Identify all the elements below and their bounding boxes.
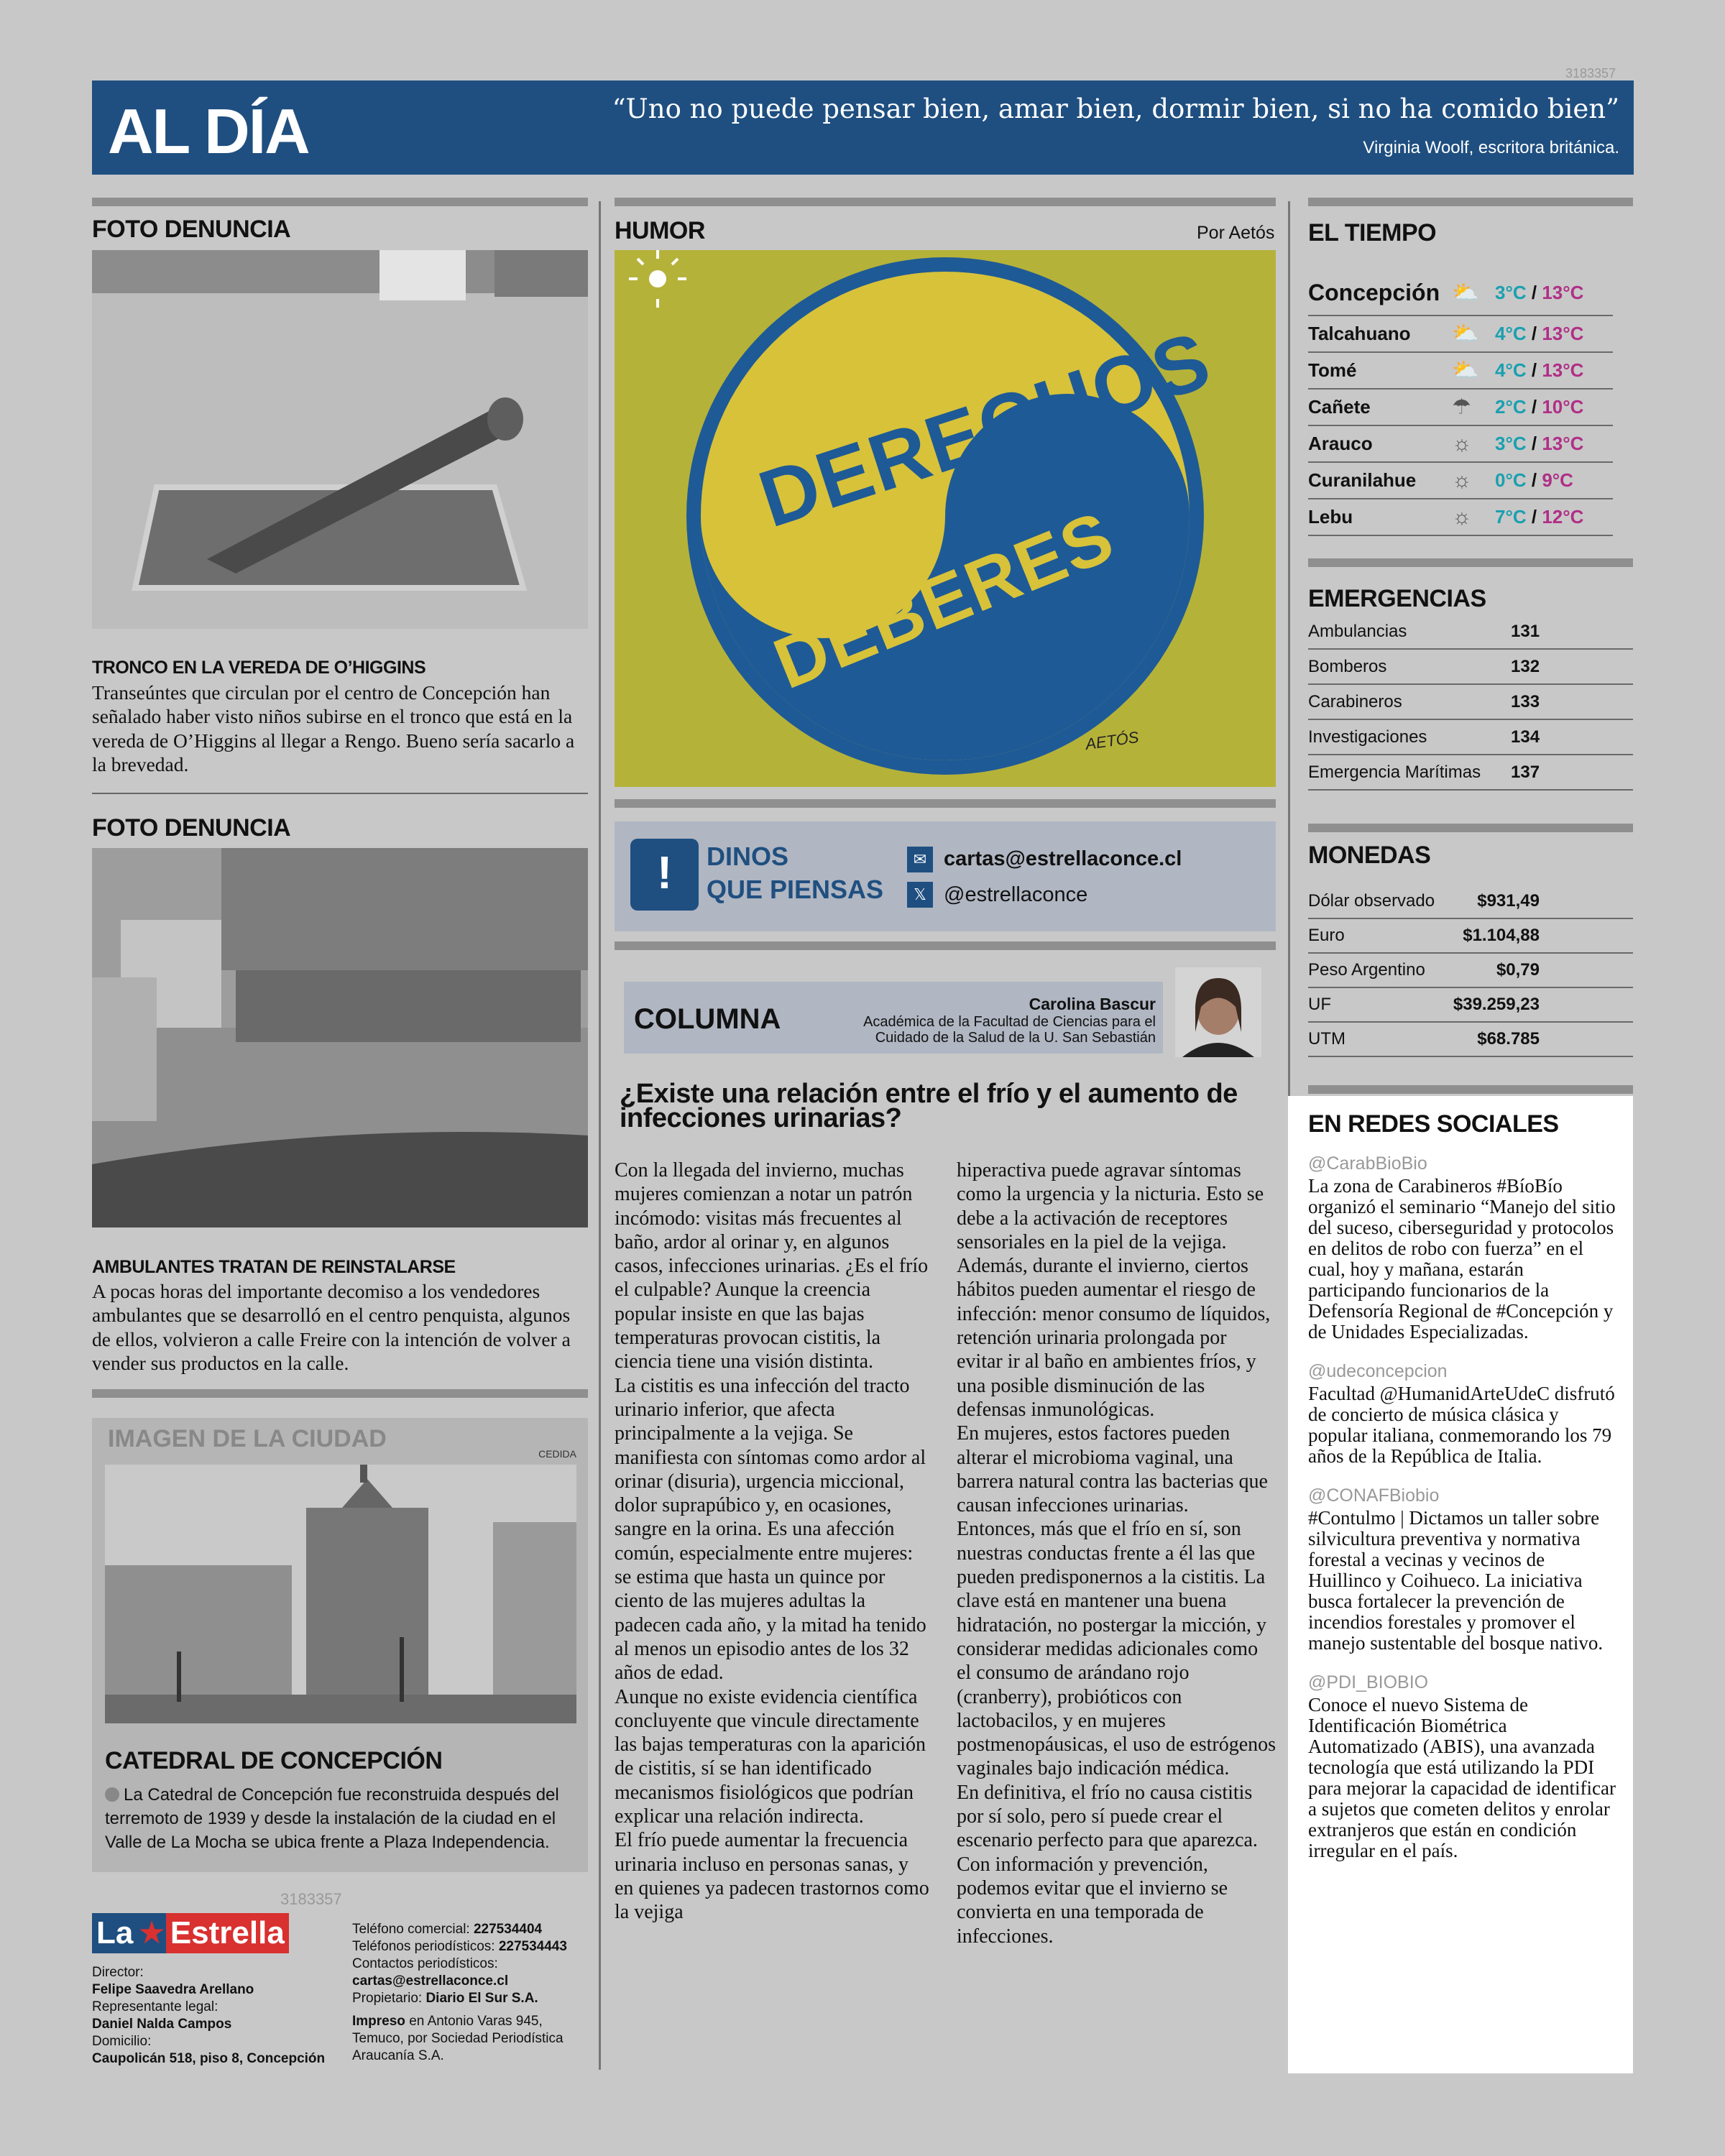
mail-icon: ✉ <box>907 847 933 872</box>
weather-city: Cañete <box>1308 396 1371 418</box>
redes-box <box>1288 1096 1633 2073</box>
currency-name: UF <box>1308 995 1331 1014</box>
colophon-left: Director: Felipe Saavedra Arellano Representante legal: Daniel Nalda Campos Domicilio: Caupolicán 518, piso 8, Concepción <box>92 1965 326 2066</box>
weather-table <box>1308 270 1613 536</box>
dinos-line1: DINOS <box>707 842 789 871</box>
section-bar <box>1308 558 1633 567</box>
foto1-text: Transeúntes que circulan por el centro de Concepción han señalado haber visto niños subirse en el tronco que está en la vereda de O’Higgins al llegar a Rengo. Bueno sería sacarlo a la brevedad. <box>92 681 575 776</box>
section-bar <box>615 799 1276 808</box>
tiempo-label: EL TIEMPO <box>1308 219 1437 247</box>
columna-label: COLUMNA <box>634 1003 781 1035</box>
emergency-name: Investigaciones <box>1308 727 1427 747</box>
foto2-label: FOTO DENUNCIA <box>92 814 291 842</box>
post-text: Conoce el nuevo Sistema de Identificación Biométrica Automatizado (ABIS), una avanzada tecnología que está utilizando la PDI para mejorar la capacidad de identificar a sujetos que cometen delitos y enrolar extranjeros que están en condición irregular en el país. <box>1308 1694 1616 1861</box>
partly-cloudy-icon: ⛅ <box>1452 280 1479 305</box>
bullet-icon <box>105 1787 119 1802</box>
emergency-number: 132 <box>1511 656 1540 676</box>
section-bar <box>92 198 588 206</box>
section-bar <box>615 198 1276 206</box>
dinos-x-handle[interactable]: @estrellaconce <box>944 883 1088 906</box>
currency-row <box>1308 954 1633 988</box>
post-handle[interactable]: @CONAFBiobio <box>1308 1485 1440 1506</box>
foto1-photo <box>92 250 588 629</box>
post-text: #Contulmo | Dictamos un taller sobre silvicultura preventiva y normativa forestal a vecinas y vecinos de Huillinco y Coihueco. La iniciativa busca fortalecer la prevención de incendios forestales y promover el manejo sustentable del bosque nativo. <box>1308 1507 1604 1654</box>
sun-icon: ☼ <box>1452 431 1472 456</box>
post-text: La zona de Carabineros #BíoBío organizó el seminario “Manejo del sitio del suceso, ciberseguridad y protocolos en delitos de robo con fuerza” en el cual, hoy y mañana, estarán participando funcionarios de la Defensoría Regional de #Concepción y de Unidades Especializadas. <box>1308 1175 1616 1342</box>
colophon-code: 3183357 <box>280 1890 342 1908</box>
social-post <box>1308 1672 1617 1861</box>
weather-row <box>1308 463 1613 499</box>
rain-icon: ☂ <box>1452 395 1471 419</box>
redes-posts <box>1308 1153 1617 1880</box>
author-photo <box>1175 967 1261 1057</box>
cathedral-photo <box>105 1465 576 1723</box>
emergencias-label: EMERGENCIAS <box>1308 585 1486 612</box>
weather-temp: 4°C / 13°C <box>1495 323 1584 344</box>
imagen-box <box>92 1418 588 1872</box>
street-vendors-photo <box>92 848 588 1227</box>
logo-la: La <box>92 1913 137 1953</box>
social-post <box>1308 1153 1617 1342</box>
emergency-row <box>1308 720 1633 755</box>
section-header <box>92 80 1634 175</box>
weather-row <box>1308 390 1613 426</box>
foto1-headline: TRONCO EN LA VEREDA DE O’HIGGINS <box>92 658 426 678</box>
humor-cartoon <box>615 250 1276 787</box>
weather-row <box>1308 499 1613 536</box>
page-code: 3183357 <box>1565 66 1616 80</box>
currency-name: Euro <box>1308 926 1345 945</box>
emergency-name: Emergencia Marítimas <box>1308 762 1481 782</box>
tree-trunk-photo <box>92 250 588 629</box>
dinos-line2: QUE PIENSAS <box>707 875 884 904</box>
currency-name: UTM <box>1308 1029 1346 1049</box>
column-divider <box>599 201 601 2070</box>
partly-cloudy-icon: ⛅ <box>1452 359 1479 382</box>
columna-col2: hiperactiva puede agravar síntomas como la urgencia y la nicturia. Esto se debe a la activación de receptores sensoriales en la piel de la vejiga. Además, durante el invierno, ciertos hábitos pueden aumentar el riesgo de infección: menor consumo de líquidos, retención urinaria prolongada por evitar ir al baño en ambientes fríos, y una posible disminución de las defensas inmunológicas. En mujeres, estos factores pueden alterar el microbioma vaginal, una barrera natural contra las bacterias que causan infecciones urinarias. Entonces, más que el frío en sí, son nuestras conductas frente a él las que pueden predisponernos a la cistitis. La clave está en mantener una buena hidratación, no postergar la micción, y considerar medidas adicionales como el consumo de arándano rojo (cranberry), probióticos con lactobacilos, y en mujeres postmenopáusicas, el uso de estrógenos vaginales bajo indicación médica. En definitiva, el frío no causa cistitis por sí solo, pero sí puede crear el escenario perfecto para que aparezca. Con información y prevención, podemos evitar que el invierno se convierta en una temporada de infecciones. <box>957 1159 1276 1948</box>
divider <box>92 793 588 794</box>
section-bar <box>92 1389 588 1398</box>
sun-icon: ☼ <box>1452 468 1472 492</box>
currency-value: $39.259,23 <box>1453 995 1540 1014</box>
weather-city: Arauco <box>1308 433 1373 454</box>
humor-author: Por Aetós <box>1197 223 1275 243</box>
weather-temp: 7°C / 12°C <box>1495 506 1584 528</box>
emergency-name: Ambulancias <box>1308 621 1407 641</box>
emergencias-table <box>1308 614 1633 791</box>
weather-row <box>1308 270 1613 316</box>
currency-row <box>1308 885 1633 919</box>
monedas-table <box>1308 885 1633 1057</box>
post-handle[interactable]: @CarabBioBio <box>1308 1153 1427 1174</box>
sun-icon: ☼ <box>1452 505 1472 529</box>
header-quote-author: Virginia Woolf, escritora británica. <box>1363 138 1619 157</box>
author-avatar <box>1175 967 1261 1057</box>
emergency-number: 134 <box>1511 727 1540 747</box>
social-post <box>1308 1361 1617 1467</box>
weather-city: Curanilahue <box>1308 469 1417 491</box>
columna-header <box>624 982 1163 1054</box>
logo <box>92 1912 289 1955</box>
emergency-row <box>1308 685 1633 720</box>
columna-author: Carolina Bascur <box>1029 995 1156 1013</box>
emergency-number: 133 <box>1511 691 1540 711</box>
currency-value: $0,79 <box>1496 960 1540 980</box>
x-icon: 𝕏 <box>907 882 933 908</box>
columna-col1: Con la llegada del invierno, muchas mujeres comienzan a notar un patrón incómodo: visitas más frecuentes al baño, ardor al orinar y, en algunos casos, infecciones urinarias. ¿Es el frío el culpable? Aunque la creencia popular insiste en que las bajas temperaturas provocan cistitis, la ciencia tiene una visión distinta. La cistitis es una infección del tracto urinario inferior, que afecta principalmente a la vejiga. Se manifiesta con síntomas como ardor al orinar (disuria), urgencia miccional, dolor suprapúbico y, en ocasiones, sangre en la orina. Es una afección común, especialmente entre mujeres: se estima que hasta un quince por ciento de las mujeres adultas la padecen cada año, y la mitad ha tenido al menos un episodio antes de los 32 años de edad. Aunque no existe evidencia científica concluyente que vincule directamente las bajas temperaturas con la aparición de cistitis, sí se han identificado mecanismos fisiológicos que podrían explicar una relación indirecta. El frío puede aumentar la frecuencia urinaria incluso en personas sanas, y en quienes ya padecen trastornos como la vejiga <box>615 1159 929 1924</box>
partly-cloudy-icon: ⛅ <box>1452 322 1479 346</box>
section-bar <box>1308 198 1633 206</box>
currency-name: Peso Argentino <box>1308 960 1425 980</box>
currency-row <box>1308 1023 1633 1057</box>
dinos-email[interactable]: cartas@estrellaconce.cl <box>944 847 1182 870</box>
foto1-label: FOTO DENUNCIA <box>92 216 291 243</box>
imagen-headline: CATEDRAL DE CONCEPCIÓN <box>105 1747 443 1774</box>
weather-city: Lebu <box>1308 506 1353 528</box>
foto2-text: A pocas horas del importante decomiso a los vendedores ambulantes que se desarrolló en el centro penquista, algunos de ellos, volvieron a calle Freire con la intención de volver a vender sus productos en la calle. <box>92 1280 571 1375</box>
post-handle[interactable]: @udeconcepcion <box>1308 1361 1448 1381</box>
imagen-label: IMAGEN DE LA CIUDAD <box>108 1425 387 1452</box>
emergency-row <box>1308 650 1633 685</box>
weather-row <box>1308 316 1613 353</box>
cartoon-signature: AETÓS <box>1084 727 1140 754</box>
currency-name: Dólar observado <box>1308 891 1435 911</box>
emergency-row <box>1308 614 1633 650</box>
emergency-number: 137 <box>1511 762 1540 782</box>
currency-row <box>1308 919 1633 954</box>
logo-estrella: Estrella <box>166 1913 289 1953</box>
header-quote: “Uno no puede pensar bien, amar bien, dormir bien, si no ha comido bien” <box>612 93 1619 124</box>
foto2-headline: AMBULANTES TRATAN DE REINSTALARSE <box>92 1257 456 1277</box>
weather-row <box>1308 426 1613 463</box>
weather-city: Concepción <box>1308 279 1440 305</box>
columna-author-role: Académica de la Facultad de Ciencias para el Cuidado de la Salud de la U. San Sebastián <box>863 1014 1156 1046</box>
currency-row <box>1308 988 1633 1023</box>
emergency-name: Bomberos <box>1308 656 1387 676</box>
weather-city: Talcahuano <box>1308 323 1411 344</box>
emergency-number: 131 <box>1511 621 1540 641</box>
exclamation-icon: ! <box>630 839 699 911</box>
imagen-caption: La Catedral de Concepción fue reconstruida después del terremoto de 1939 y desde la instalación de la ciudad en el Valle de La Mocha se ubica frente a Plaza Independencia. <box>105 1785 559 1852</box>
currency-value: $931,49 <box>1477 891 1540 911</box>
emergency-name: Carabineros <box>1308 691 1402 711</box>
section-bar <box>1308 1085 1633 1094</box>
post-text: Facultad @HumanidArteUdeC disfrutó de concierto de música clásica y popular italiana, conmemorando los 79 años de la República de Italia. <box>1308 1383 1615 1467</box>
weather-city: Tomé <box>1308 359 1357 381</box>
social-post <box>1308 1485 1617 1654</box>
foto2-photo <box>92 848 588 1227</box>
section-bar <box>1308 824 1633 832</box>
imagen-credit: CEDIDA <box>538 1448 576 1460</box>
colophon-right: Teléfono comercial: 227534404 Teléfonos periodísticos: 227534443 Contactos periodísticos: cartas@estrellaconce.cl Propietario: Diario El Sur S.A. Impreso en Antonio Varas 945, Temuco, por Sociedad Periodística Araucanía S.A. <box>352 1922 567 2063</box>
currency-value: $68.785 <box>1477 1029 1540 1049</box>
post-handle[interactable]: @PDI_BIOBIO <box>1308 1672 1429 1692</box>
emergency-row <box>1308 755 1633 791</box>
humor-label: HUMOR <box>615 217 705 244</box>
currency-value: $1.104,88 <box>1463 926 1540 945</box>
dinos-box <box>615 821 1276 931</box>
star-icon: ★ <box>137 1913 165 1953</box>
weather-row <box>1308 353 1613 390</box>
redes-label: EN REDES SOCIALES <box>1308 1110 1559 1138</box>
weather-temp: 3°C / 13°C <box>1495 433 1584 454</box>
monedas-label: MONEDAS <box>1308 842 1431 869</box>
weather-temp: 4°C / 13°C <box>1495 359 1584 381</box>
weather-temp: 0°C / 9°C <box>1495 469 1573 491</box>
columna-title: ¿Existe una relación entre el frío y el aumento de infecciones urinarias? <box>620 1079 1238 1133</box>
weather-temp: 2°C / 10°C <box>1495 396 1584 418</box>
weather-temp: 3°C / 13°C <box>1495 281 1584 303</box>
section-title: AL DÍA <box>108 96 309 167</box>
section-bar <box>615 941 1276 950</box>
cartoon-word-top: DERECHOS <box>748 314 1222 545</box>
cartoon-word-bottom: DEBERES <box>763 495 1126 705</box>
